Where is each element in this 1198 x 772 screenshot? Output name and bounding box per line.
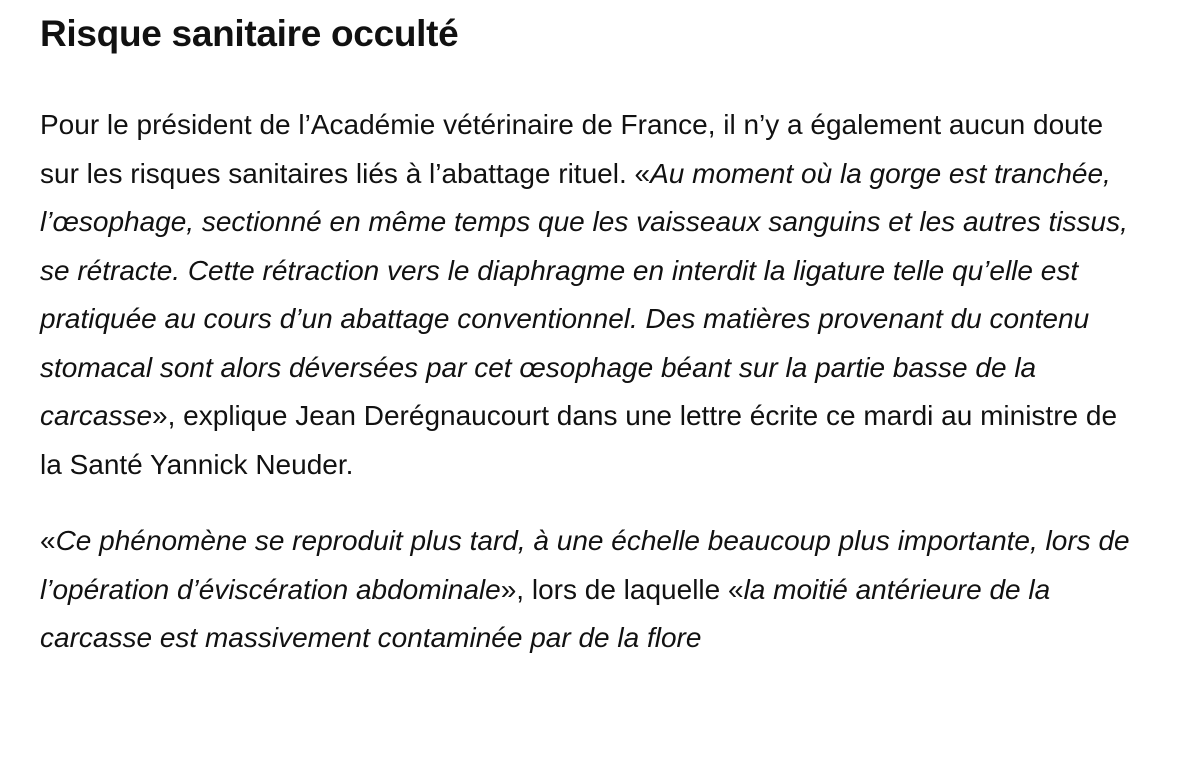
paragraph-1 — [40, 101, 1140, 489]
paragraph-2-open-quote: « — [40, 525, 56, 556]
paragraph-2-quote-1: Ce phénomène se reproduit plus tard, à une échelle beaucoup plus importante, lors de l’opération d’éviscération abdominale — [40, 525, 1130, 605]
paragraph-2-quote-2: la moitié antérieure de la carcasse est massivement contaminée par de la flore — [40, 573, 1051, 653]
paragraph-2 — [40, 517, 1140, 663]
paragraph-1-quote: Au moment où la gorge est tranchée, l’œsophage, sectionné en même temps que les vaisseaux sanguins et les autres tissus, se rétracte. Cette rétraction vers le diaphragme en interdit la ligature telle qu’elle est pratiquée au cours d’un abattage conventionnel. Des matières provenant du contenu stomacal sont alors déversées par cet œsophage béant sur la partie basse de la carcasse — [40, 157, 1128, 431]
paragraph-1-text-end: », explique Jean Derégnaucourt dans une lettre écrite ce mardi au ministre de la Santé Yannick Neuder. — [40, 400, 1118, 480]
paragraph-1-text-start: Pour le président de l’Académie vétérinaire de France, il n’y a également aucun doute sur les risques sanitaires liés à l’abattage rituel. « — [40, 109, 1104, 189]
paragraph-2-middle-text: », lors de laquelle « — [500, 573, 744, 605]
article-body — [40, 0, 1140, 663]
section-heading: Risque sanitaire occulté — [40, 13, 459, 54]
